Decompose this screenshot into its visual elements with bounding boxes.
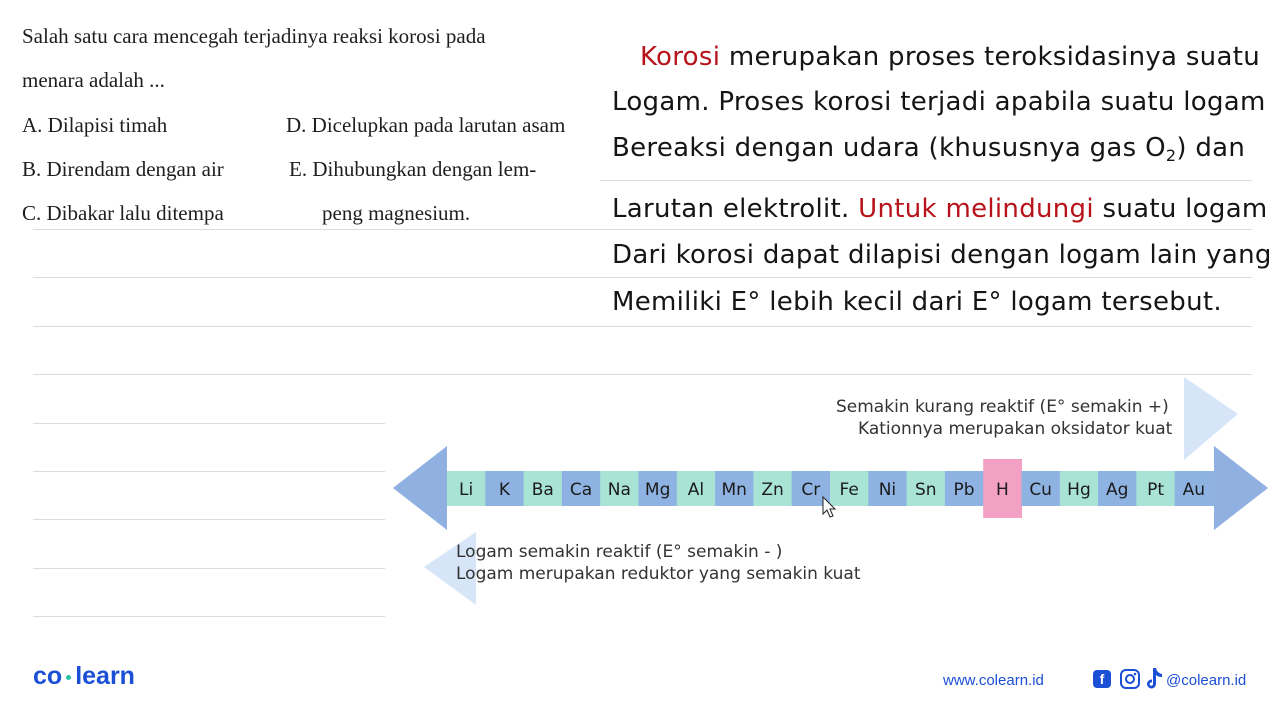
keyword-korosi: Korosi — [640, 42, 721, 72]
element-symbol-au: Au — [1182, 480, 1206, 500]
bottom-label-2: Logam merupakan reduktor yang semakin kuat — [456, 564, 861, 584]
option-b: B. Direndam dengan air — [22, 157, 224, 181]
brand-logo[interactable]: co learn — [33, 662, 135, 690]
keyword-untuk-melindungi: Untuk melindungi — [858, 194, 1094, 224]
note-line-6: Memiliki E° lebih kecil dari E° logam tersebut. — [612, 287, 1222, 317]
element-symbol-ni: Ni — [878, 480, 897, 500]
question-line-2: menara adalah ... — [22, 68, 165, 92]
top-label-2: Kationnya merupakan oksidator kuat — [858, 419, 1173, 439]
element-symbol-zn: Zn — [761, 480, 784, 500]
note-line-4: Larutan elektrolit. Untuk melindungi suatu logam — [612, 194, 1268, 224]
note-line-2: Logam. Proses korosi terjadi apabila suatu logam — [612, 87, 1266, 117]
top-label-1: Semakin kurang reaktif (E° semakin +) — [836, 397, 1169, 417]
element-symbol-ca: Ca — [569, 480, 593, 500]
option-e: E. Dihubungkan dengan lem- — [289, 157, 537, 181]
element-symbol-na: Na — [607, 480, 631, 500]
element-symbol-ba: Ba — [531, 480, 554, 500]
element-symbol-fe: Fe — [839, 480, 859, 500]
option-c: C. Dibakar lalu ditempa — [22, 201, 224, 225]
option-e-continued: peng magnesium. — [322, 201, 471, 225]
social-handle[interactable]: @colearn.id — [1166, 672, 1247, 689]
element-symbol-ag: Ag — [1106, 480, 1129, 500]
element-symbol-hg: Hg — [1067, 480, 1091, 500]
note-line-3: Bereaksi dengan udara (khususnya gas $O_2$) dan — [612, 133, 1246, 165]
element-symbol-mn: Mn — [721, 480, 747, 500]
note-line-1: Korosi merupakan proses teroksidasinya suatu — [640, 42, 1260, 72]
element-symbol-mg: Mg — [644, 480, 671, 500]
question-line-1: Salah satu cara mencegah terjadinya reaksi korosi pada — [22, 24, 486, 48]
element-symbol-k: K — [498, 480, 511, 500]
website-link[interactable]: www.colearn.id — [943, 672, 1044, 689]
element-symbol-cu: Cu — [1029, 480, 1052, 500]
element-symbol-sn: Sn — [914, 480, 937, 500]
facebook-icon[interactable]: f — [1093, 670, 1111, 688]
element-symbol-pb: Pb — [953, 480, 975, 500]
element-symbol-cr: Cr — [801, 480, 821, 500]
element-symbol-al: Al — [687, 480, 705, 500]
element-symbol-pt: Pt — [1147, 480, 1165, 500]
option-d: D. Dicelupkan pada larutan asam — [286, 113, 566, 137]
option-a: A. Dilapisi timah — [22, 113, 168, 137]
note-line-5: Dari korosi dapat dilapisi dengan logam lain yang — [612, 240, 1272, 270]
element-symbol-li: Li — [459, 480, 474, 500]
element-symbol-h: H — [995, 480, 1009, 500]
bottom-label-1: Logam semakin reaktif (E° semakin - ) — [456, 542, 783, 562]
